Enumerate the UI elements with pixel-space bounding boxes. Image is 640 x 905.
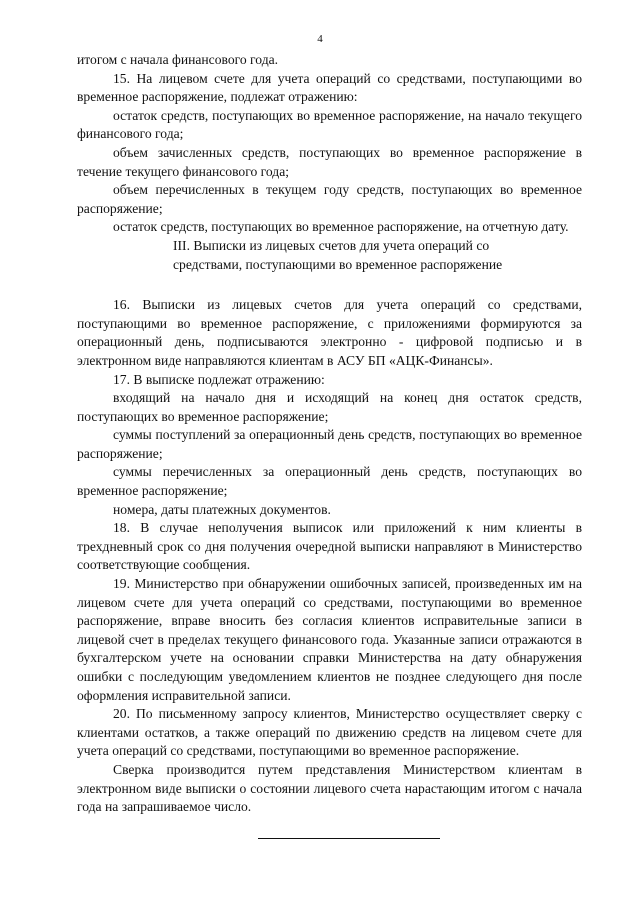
paragraph-subitem: остаток средств, поступающих во временное распоряжение, на начало текущего финансового года; [77,107,582,142]
closing-rule [258,838,440,839]
paragraph-item-17: 17. В выписке подлежат отражению: [113,371,325,387]
paragraph-item-15: 15. На лицевом счете для учета операций со средствами, поступающими во временное распоряжение, подлежат отражению: [77,70,582,105]
page-number: 4 [317,33,323,45]
paragraph-reconciliation: Сверка производится путем представления Министерством клиентам в электронном виде выписки о состоянии лицевого счета нарастающим итогом с начала года на запрашиваемое число. [77,761,582,815]
section-heading: III. Выписки из лицевых счетов для учета операций со средствами, поступающими во временное распоряжение [173,237,503,272]
paragraph-subitem: остаток средств, поступающих во временное распоряжение, на отчетную дату. [113,219,569,235]
paragraph-item-18: 18. В случае неполучения выписок или приложений к ним клиенты в трехдневный срок со дня получения очередной выписки направляют в Министерство соответствующие сообщения. [77,520,582,573]
paragraph-continuation: итогом с начала финансового года. [77,52,279,67]
spacer [77,274,582,296]
paragraph-subitem: суммы поступлений за операционный день средств, поступающих во временное распоряжение; [77,427,582,461]
paragraph-subitem: объем зачисленных средств, поступающих во временное распоряжение в течение текущего финансового года; [77,144,582,179]
paragraph-subitem: объем перечисленных в текущем году средств, поступающих во временное распоряжение; [77,182,582,216]
paragraph-subitem: номера, даты платежных документов. [113,501,331,517]
paragraph-item-20: 20. По письменному запросу клиентов, Министерство осуществляет сверку с клиентами остатков, а также операций по движению средств на лицевом счете для учета операций со средствами, поступающими во временное распоряжение. [77,706,582,759]
paragraph-item-19: 19. Министерство при обнаружении ошибочных записей, произведенных им на лицевом счете для учета операций со средствами, поступающими во временное распоряжение, вправе вносить без согласия клиентов исправительные записи в лицевой счет в пределах текущего финансового года. Указанные записи отражаются в бухгалтерском учете на основании справки Министерства на дату обнаружения ошибки с последующим уведомлением клиентов не позднее следующего дня после оформления исправительной записи. [77,576,582,703]
document-body [77,51,582,817]
paragraph-subitem: суммы перечисленных за операционный день средств, поступающих во временное распоряжение; [77,464,582,499]
paragraph-subitem: входящий на начало дня и исходящий на конец дня остаток средств, поступающих во временное распоряжение; [77,390,582,424]
paragraph-item-16: 16. Выписки из лицевых счетов для учета операций со средствами, поступающими во временное распоряжение, с приложениями формируются за операционный день, подписываются электронно - цифровой подписью и в электронном виде направляются клиентам в АСУ БП «АЦК-Финансы». [77,297,582,368]
